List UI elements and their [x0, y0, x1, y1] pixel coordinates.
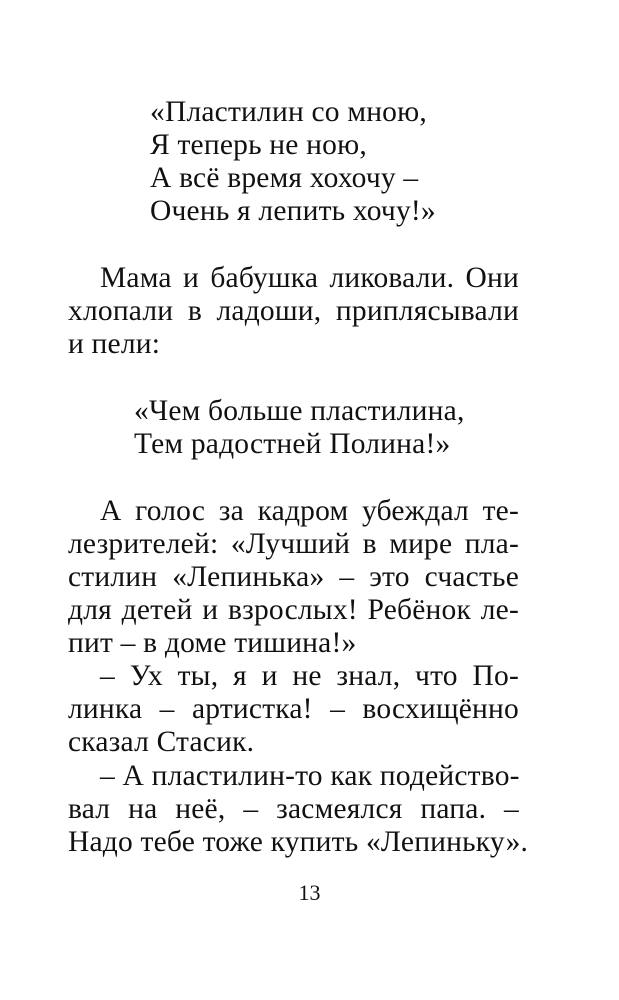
paragraph-line: стилин «Лепинька» – это счастье	[68, 561, 519, 593]
paragraph-line: – А пластилин-то как подейство-	[100, 760, 520, 792]
paragraph-line: пит – в доме тишина!»	[68, 627, 357, 659]
poem-line: Тем радостней Полина!»	[134, 428, 451, 460]
poem-line: Я теперь не ною,	[150, 129, 367, 161]
paragraph-line: – Ух ты, я и не знал, что По-	[100, 660, 519, 692]
poem-line: А всё время хохочу –	[150, 162, 419, 194]
poem-line: «Чем больше пластилина,	[134, 395, 465, 427]
paragraph-line: вал на неё, – засмеялся папа. –	[68, 793, 519, 825]
poem-line: Очень я лепить хочу!»	[150, 195, 436, 227]
paragraph-line: хлопали в ладоши, приплясывали	[68, 295, 519, 327]
paragraph-line: сказал Стасик.	[68, 726, 255, 758]
paragraph-line: Мама и бабушка ликовали. Они	[100, 262, 519, 294]
paragraph-line: и пели:	[68, 328, 161, 360]
page-number: 13	[298, 880, 321, 905]
paragraph-line: линка – артистка! – восхищённо	[68, 693, 519, 725]
poem-line: «Пластилин со мною,	[150, 96, 427, 128]
paragraph-line: для детей и взрослых! Ребёнок ле-	[68, 594, 519, 626]
paragraph-line: А голос за кадром убеждал те-	[100, 495, 519, 527]
paragraph-line: лезрителей: «Лучший в мире пла-	[68, 528, 519, 560]
paragraph-line: Надо тебе тоже купить «Лепиньку».	[68, 826, 529, 858]
